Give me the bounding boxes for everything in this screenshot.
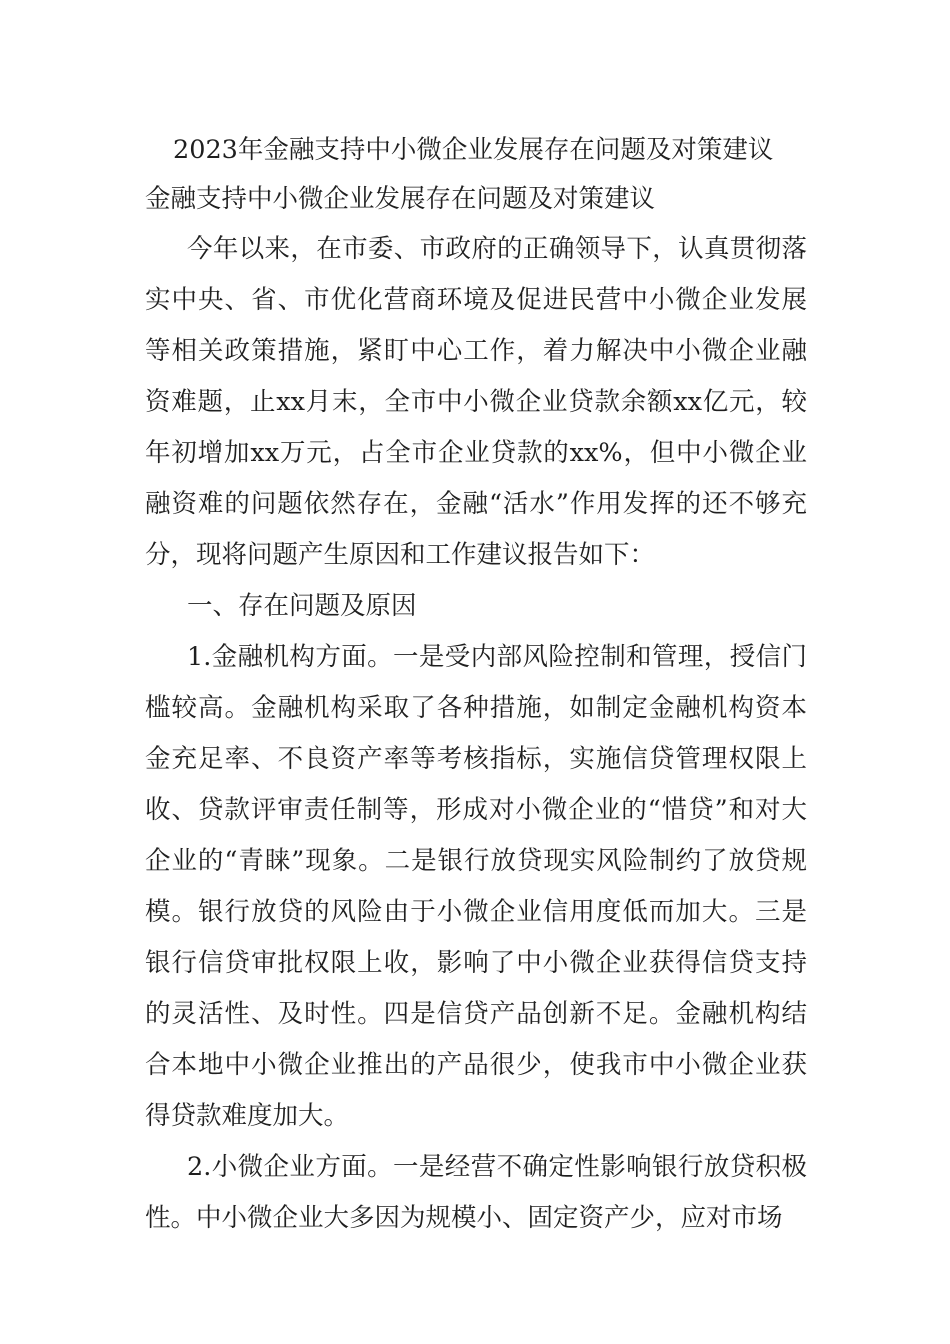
- section-heading: 一、存在问题及原因: [187, 591, 417, 621]
- point-2-paragraph: 2.小微企业方面。一是经营不确定性影响银行放贷积极性。中小微企业大多因为规模小、固定资产少，应对市场: [145, 1152, 807, 1233]
- document-body: [145, 126, 807, 1244]
- document-subtitle: 金融支持中小微企业发展存在问题及对策建议: [145, 184, 656, 214]
- point-1-paragraph: 1.金融机构方面。一是受内部风险控制和管理，授信门槛较高。金融机构采取了各种措施，如制定金融机构资本金充足率、不良资产率等考核指标，实施信贷管理权限上收、贷款评审责任制等，形成对小微企业的“惜贷”和对大企业的“青睐”现象。二是银行放贷现实风险制约了放贷规模。银行放贷的风险由于小微企业信用度低而加大。三是银行信贷审批权限上收，影响了中小微企业获得信贷支持的灵活性、及时性。四是信贷产品创新不足。金融机构结合本地中小微企业推出的产品很少，使我市中小微企业获得贷款难度加大。: [145, 642, 807, 1131]
- intro-paragraph: 今年以来，在市委、市政府的正确领导下，认真贯彻落实中央、省、市优化营商环境及促进民营中小微企业发展等相关政策措施，紧盯中心工作，着力解决中小微企业融资难题，止xx月末，全市中小微企业贷款余额xx亿元，较年初增加xx万元，占全市企业贷款的xx%，但中小微企业融资难的问题依然存在，金融“活水”作用发挥的还不够充分，现将问题产生原因和工作建议报告如下：: [145, 234, 807, 570]
- document-title: 2023年金融支持中小微企业发展存在问题及对策建议: [173, 135, 774, 165]
